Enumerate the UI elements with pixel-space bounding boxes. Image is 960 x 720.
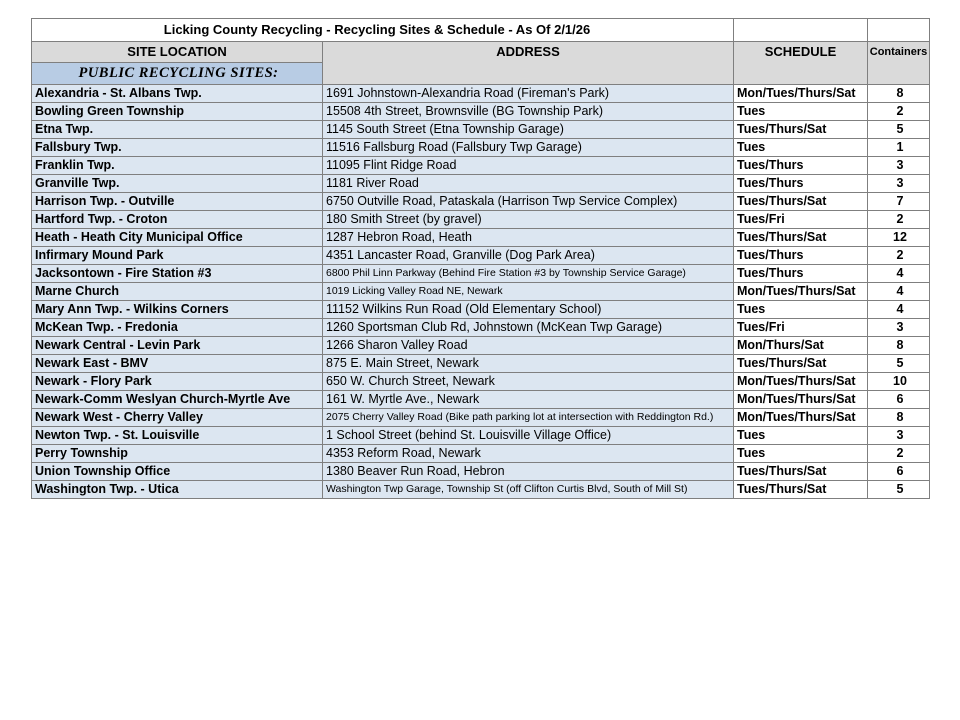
title-row (32, 19, 930, 42)
table-row (32, 373, 930, 391)
schedule-cell: Mon/Thurs/Sat (734, 337, 868, 355)
site-location-cell: Granville Twp. (32, 175, 323, 193)
schedule-cell: Tues/Fri (734, 319, 868, 337)
site-location-cell: Jacksontown - Fire Station #3 (32, 265, 323, 283)
schedule-cell: Mon/Tues/Thurs/Sat (734, 409, 868, 427)
schedule-header: SCHEDULE (734, 42, 868, 85)
site-location-cell: Marne Church (32, 283, 323, 301)
site-location-cell: Fallsbury Twp. (32, 139, 323, 157)
site-location-cell: Newark Central - Levin Park (32, 337, 323, 355)
table-row (32, 283, 930, 301)
table-row (32, 85, 930, 103)
address-cell: 2075 Cherry Valley Road (Bike path parking lot at intersection with Reddington Rd.) (323, 409, 734, 427)
site-location-cell: Newark East - BMV (32, 355, 323, 373)
site-location-cell: Etna Twp. (32, 121, 323, 139)
containers-cell: 5 (868, 355, 930, 373)
table-row (32, 157, 930, 175)
containers-cell: 5 (868, 481, 930, 499)
schedule-cell: Mon/Tues/Thurs/Sat (734, 283, 868, 301)
table-row (32, 355, 930, 373)
schedule-cell: Tues/Thurs/Sat (734, 463, 868, 481)
site-location-cell: Newark - Flory Park (32, 373, 323, 391)
containers-cell: 6 (868, 391, 930, 409)
table-row (32, 175, 930, 193)
header-row (32, 42, 930, 63)
table-row (32, 337, 930, 355)
schedule-cell: Tues (734, 301, 868, 319)
address-cell: 1181 River Road (323, 175, 734, 193)
containers-cell: 3 (868, 319, 930, 337)
schedule-cell: Tues/Thurs (734, 265, 868, 283)
site-location-cell: Alexandria - St. Albans Twp. (32, 85, 323, 103)
table-row (32, 229, 930, 247)
containers-cell: 3 (868, 175, 930, 193)
containers-cell: 3 (868, 427, 930, 445)
address-cell: 11516 Fallsburg Road (Fallsbury Twp Garage) (323, 139, 734, 157)
table-row (32, 463, 930, 481)
table-row (32, 319, 930, 337)
schedule-cell: Tues/Fri (734, 211, 868, 229)
containers-cell: 10 (868, 373, 930, 391)
address-cell: 1380 Beaver Run Road, Hebron (323, 463, 734, 481)
containers-cell: 8 (868, 85, 930, 103)
table-row (32, 211, 930, 229)
site-location-cell: McKean Twp. - Fredonia (32, 319, 323, 337)
table-row (32, 247, 930, 265)
containers-cell: 6 (868, 463, 930, 481)
table-row (32, 427, 930, 445)
containers-cell: 4 (868, 301, 930, 319)
address-cell: 15508 4th Street, Brownsville (BG Township Park) (323, 103, 734, 121)
address-cell: 1145 South Street (Etna Township Garage) (323, 121, 734, 139)
address-cell: 161 W. Myrtle Ave., Newark (323, 391, 734, 409)
address-cell: 650 W. Church Street, Newark (323, 373, 734, 391)
address-cell: 1266 Sharon Valley Road (323, 337, 734, 355)
containers-cell: 7 (868, 193, 930, 211)
site-location-header: SITE LOCATION (32, 42, 323, 63)
schedule-cell: Tues/Thurs/Sat (734, 355, 868, 373)
site-location-cell: Mary Ann Twp. - Wilkins Corners (32, 301, 323, 319)
site-location-cell: Newark West - Cherry Valley (32, 409, 323, 427)
containers-cell: 2 (868, 445, 930, 463)
containers-cell: 8 (868, 337, 930, 355)
site-location-cell: Franklin Twp. (32, 157, 323, 175)
address-cell: 11095 Flint Ridge Road (323, 157, 734, 175)
site-location-cell: Newark-Comm Weslyan Church-Myrtle Ave (32, 391, 323, 409)
schedule-cell: Tues/Thurs (734, 157, 868, 175)
address-cell: 1019 Licking Valley Road NE, Newark (323, 283, 734, 301)
containers-cell: 5 (868, 121, 930, 139)
site-location-cell: Harrison Twp. - Outville (32, 193, 323, 211)
site-location-cell: Infirmary Mound Park (32, 247, 323, 265)
schedule-cell: Tues/Thurs/Sat (734, 229, 868, 247)
address-cell: 11152 Wilkins Run Road (Old Elementary School) (323, 301, 734, 319)
schedule-cell: Tues (734, 445, 868, 463)
containers-cell: 2 (868, 211, 930, 229)
address-cell: 4351 Lancaster Road, Granville (Dog Park Area) (323, 247, 734, 265)
table-row (32, 481, 930, 499)
address-cell: 1287 Hebron Road, Heath (323, 229, 734, 247)
address-cell: 1 School Street (behind St. Louisville Village Office) (323, 427, 734, 445)
table-row (32, 265, 930, 283)
schedule-cell: Tues/Thurs (734, 247, 868, 265)
schedule-cell: Mon/Tues/Thurs/Sat (734, 373, 868, 391)
title-blank-cell (734, 19, 868, 42)
table-row (32, 409, 930, 427)
containers-cell: 4 (868, 265, 930, 283)
recycling-schedule-sheet (31, 18, 929, 499)
schedule-cell: Tues/Thurs/Sat (734, 193, 868, 211)
table-row (32, 193, 930, 211)
address-cell: 180 Smith Street (by gravel) (323, 211, 734, 229)
containers-cell: 8 (868, 409, 930, 427)
containers-cell: 3 (868, 157, 930, 175)
address-cell: 4353 Reform Road, Newark (323, 445, 734, 463)
schedule-cell: Tues (734, 139, 868, 157)
table-row (32, 121, 930, 139)
site-location-cell: Bowling Green Township (32, 103, 323, 121)
containers-cell: 2 (868, 247, 930, 265)
address-header: ADDRESS (323, 42, 734, 85)
site-location-cell: Heath - Heath City Municipal Office (32, 229, 323, 247)
site-location-cell: Hartford Twp. - Croton (32, 211, 323, 229)
containers-header: Containers (868, 42, 930, 85)
recycling-sites-table (31, 18, 930, 499)
address-cell: 875 E. Main Street, Newark (323, 355, 734, 373)
schedule-cell: Tues (734, 103, 868, 121)
address-cell: 6750 Outville Road, Pataskala (Harrison Twp Service Complex) (323, 193, 734, 211)
sheet-title: Licking County Recycling - Recycling Sites & Schedule - As Of 2/1/26 (32, 19, 734, 42)
schedule-cell: Tues/Thurs/Sat (734, 481, 868, 499)
table-row (32, 103, 930, 121)
public-recycling-sites-label: PUBLIC RECYCLING SITES: (32, 63, 323, 85)
containers-cell: 4 (868, 283, 930, 301)
site-location-cell: Union Township Office (32, 463, 323, 481)
site-location-cell: Washington Twp. - Utica (32, 481, 323, 499)
table-row (32, 391, 930, 409)
schedule-cell: Tues (734, 427, 868, 445)
address-cell: 6800 Phil Linn Parkway (Behind Fire Station #3 by Township Service Garage) (323, 265, 734, 283)
site-location-cell: Newton Twp. - St. Louisville (32, 427, 323, 445)
containers-cell: 2 (868, 103, 930, 121)
containers-cell: 1 (868, 139, 930, 157)
table-row (32, 445, 930, 463)
title-blank-cell (868, 19, 930, 42)
schedule-cell: Mon/Tues/Thurs/Sat (734, 391, 868, 409)
schedule-cell: Mon/Tues/Thurs/Sat (734, 85, 868, 103)
address-cell: Washington Twp Garage, Township St (off Clifton Curtis Blvd, South of Mill St) (323, 481, 734, 499)
table-row (32, 139, 930, 157)
address-cell: 1691 Johnstown-Alexandria Road (Fireman's Park) (323, 85, 734, 103)
containers-cell: 12 (868, 229, 930, 247)
schedule-cell: Tues/Thurs/Sat (734, 121, 868, 139)
table-row (32, 301, 930, 319)
address-cell: 1260 Sportsman Club Rd, Johnstown (McKean Twp Garage) (323, 319, 734, 337)
site-location-cell: Perry Township (32, 445, 323, 463)
schedule-cell: Tues/Thurs (734, 175, 868, 193)
